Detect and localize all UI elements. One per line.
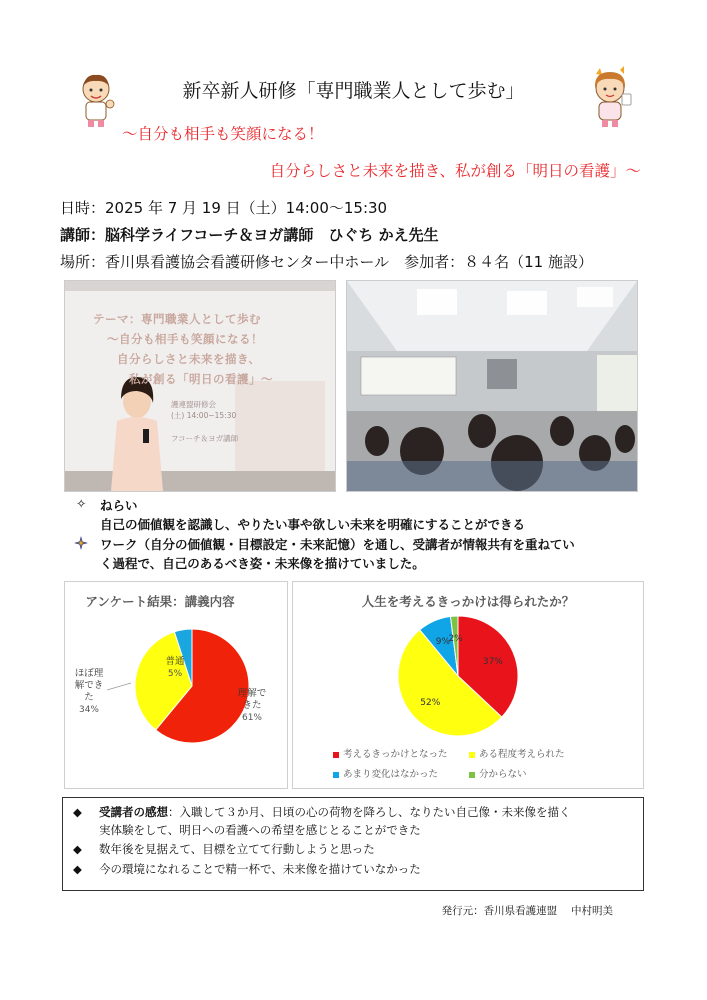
chart-2-legend-item-1 (469, 746, 565, 760)
feedback-bullet-3: ◆ (73, 862, 82, 876)
slide-small-text-2: (土) 14:00~15:30 (171, 411, 237, 420)
chart-1-label-mostly-2: 解でき (74, 680, 104, 691)
slide-text-line-3: 自分らしさと未来を描き、 (117, 352, 261, 366)
photo-speaker (64, 280, 336, 492)
chart-2-legend-label-2: あまり変化はなかった (343, 769, 439, 780)
chart-1-title: アンケート結果：講義内容 (85, 594, 235, 609)
feedback-line-2: 数年後を見据えて、目標を立てて行動しようと思った (99, 842, 375, 856)
chart-2-title: 人生を考えるきっかけは得られたか？ (361, 594, 575, 609)
chart-1-value-mostly: 34% (78, 705, 99, 715)
chart-2-legend-swatch-2 (333, 772, 339, 778)
chart-2-value-label-0: 37% (482, 656, 503, 667)
chart-2-legend-swatch-3 (469, 772, 475, 778)
chart-1-label-understood-2: きた (242, 700, 262, 711)
feedback-label: 受講者の感想 (99, 805, 168, 819)
feedback-line-1: ：入職して３か月、日頃の心の荷物を降ろし、なりたい自己像・未来像を描く (168, 805, 571, 819)
lecturer: 講師：脳科学ライフコーチ＆ヨガ講師 ひぐち かえ先生 (60, 226, 439, 244)
slide-text-line-1: テーマ：専門職業人として歩む (93, 312, 261, 326)
chart-1-leader-line (105, 680, 135, 694)
chart-1-label-normal: 普通 (165, 656, 185, 667)
slide-text-line-2: ～自分も相手も笑顔になる！ (107, 332, 263, 346)
chart-2-legend-label-0: 考えるきっかけとなった (343, 749, 448, 760)
feedback-bullet-2: ◆ (73, 842, 82, 856)
chart-2-legend-swatch-1 (469, 752, 475, 758)
slide-text-line-4: 私が創る「明日の看護」～ (129, 372, 273, 386)
event-date: 日時：2025 年 7 月 19 日（土）14:00～15:30 (60, 199, 388, 217)
chart-2-legend-swatch-0 (333, 752, 339, 758)
subtitle-line-2: 自分らしさと未来を描き、私が創る「明日の看護」～ (269, 162, 641, 180)
work-text-line-1: ワーク（自分の価値観・目標設定・未来記憶）を通し、受講者が情報共有を重ねてい (100, 537, 575, 552)
feedback-bullet-1: ◆ (73, 805, 82, 819)
classroom-photo-scene (347, 281, 637, 491)
chart-1-label-mostly-3: た (84, 692, 94, 703)
chart-1-value-normal: 5% (167, 669, 183, 679)
venue-participants: 場所：香川県看護協会看護研修センター中ホール 参加者：８４名（11 施設） (60, 253, 593, 271)
chart-1-label-understood-1: 理解で (237, 688, 267, 699)
chart-2-value-label-2: 9% (435, 637, 451, 648)
chart-lecture-survey (64, 581, 288, 789)
feedback-line-3: 今の環境になれることで精一杯で、未来像を描けていなかった (99, 862, 421, 876)
work-text-line-2: く過程で、自己のあるべき姿・未来像を描けていました。 (100, 556, 425, 571)
chart-2-legend-item-2 (333, 766, 438, 780)
aim-bullet-icon: ✧ (76, 496, 87, 511)
aim-label: ねらい (100, 498, 138, 513)
chart-life-reflection (292, 581, 644, 789)
chart-2-legend-label-3: 分からない (479, 769, 527, 780)
chart-2-value-label-3: 2% (448, 634, 463, 645)
publisher-footer: 発行元：香川県看護連盟 中村明美 (441, 905, 613, 917)
chart-1-value-understood: 61% (241, 713, 262, 723)
chart-2-legend-item-3 (469, 766, 527, 780)
slide-small-text-1: 護連盟研修会 (171, 400, 216, 409)
compass-star-icon (74, 536, 88, 550)
slide-small-text-3: フコーチ＆ヨガ講師 (171, 434, 239, 443)
chart-2-legend-label-1: ある程度考えられた (479, 749, 565, 760)
chart-2-value-label-1: 52% (420, 698, 441, 709)
feedback-box (62, 797, 644, 891)
feedback-line-1-cont: 実体験をして、明日への看護への希望を感じとることができた (99, 823, 421, 837)
chart-1-label-mostly-1: ほぼ理 (74, 668, 104, 679)
aim-text: 自己の価値観を認識し、やりたい事や欲しい未来を明確にすることができる (100, 517, 526, 532)
chart-2-legend-item-0 (333, 746, 448, 760)
photo-classroom (346, 280, 638, 492)
page-title: 新卒新人研修「専門職業人として歩む」 (182, 80, 525, 102)
subtitle-line-1: ～自分も相手も笑顔になる！ (122, 125, 324, 143)
